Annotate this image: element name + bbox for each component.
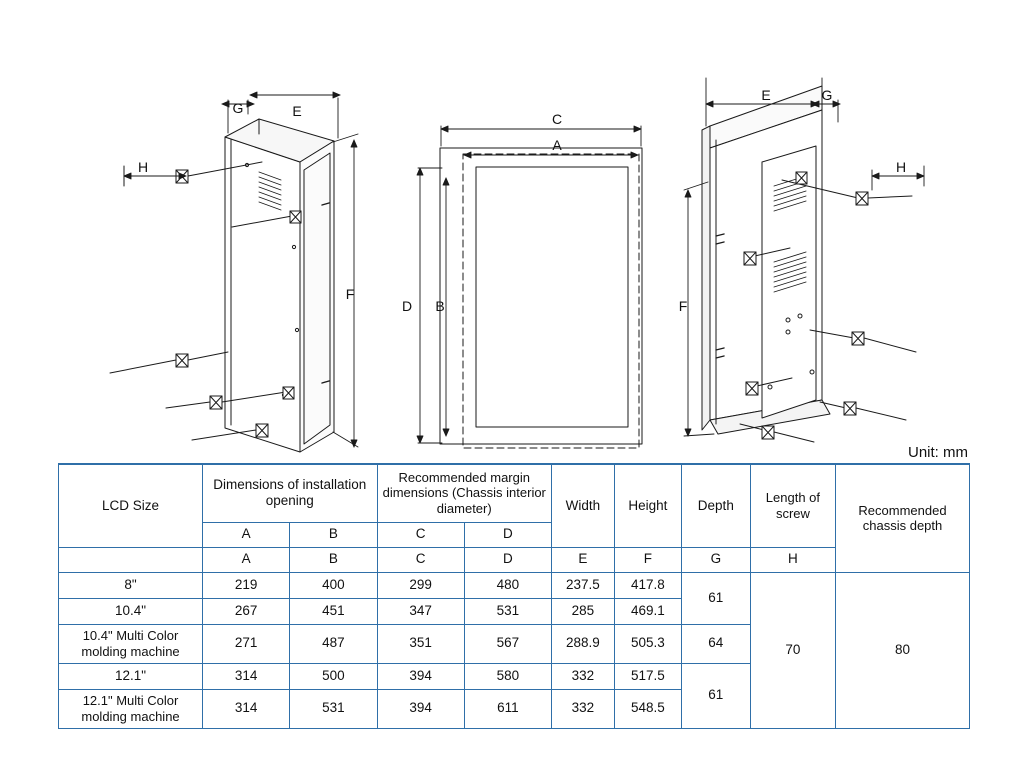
subheader-C: C [377, 522, 464, 547]
subheader-A: A [203, 522, 290, 547]
label-A-center: A [552, 137, 562, 153]
right-view-panel [702, 86, 830, 434]
cell-a: 314 [203, 689, 290, 728]
cell-f: 517.5 [614, 663, 681, 689]
cell-c: 351 [377, 624, 464, 663]
cell-b: 451 [290, 598, 377, 624]
label-F-right: F [678, 298, 688, 314]
subheader-blank [59, 547, 203, 572]
subheader-D: D [464, 522, 551, 547]
label-E-right: E [761, 87, 771, 103]
cell-c: 347 [377, 598, 464, 624]
table-subheader-row-2 [59, 547, 970, 572]
header-depth: Depth [681, 464, 750, 547]
cell-b: 500 [290, 663, 377, 689]
cell-f: 469.1 [614, 598, 681, 624]
table-row [59, 572, 970, 598]
cell-d: 567 [464, 624, 551, 663]
subheader-G: G [681, 547, 750, 572]
cell-c: 299 [377, 572, 464, 598]
header-width: Width [551, 464, 614, 547]
header-recommended-chassis-depth: Recommended chassis depth [836, 464, 970, 572]
header-length-of-screw: Length of screw [750, 464, 835, 547]
left-view-panel [225, 119, 334, 452]
header-lcd-size: LCD Size [59, 464, 203, 547]
header-height: Height [614, 464, 681, 547]
cell-lcd-size: 10.4" Multi Color molding machine [59, 624, 203, 663]
cell-g-group-3: 61 [681, 663, 750, 728]
cell-c: 394 [377, 663, 464, 689]
cell-c: 394 [377, 689, 464, 728]
cell-e: 285 [551, 598, 614, 624]
specification-table [58, 463, 970, 729]
label-G-left: G [232, 100, 244, 116]
cell-d: 580 [464, 663, 551, 689]
cell-g-group-2: 64 [681, 624, 750, 663]
cell-e: 332 [551, 689, 614, 728]
cell-a: 271 [203, 624, 290, 663]
cell-d: 480 [464, 572, 551, 598]
cell-e: 332 [551, 663, 614, 689]
subheader-C2: C [377, 547, 464, 572]
cell-d: 611 [464, 689, 551, 728]
cell-a: 267 [203, 598, 290, 624]
subheader-B2: B [290, 547, 377, 572]
label-H-right: H [895, 159, 907, 175]
label-H-left: H [137, 159, 149, 175]
cell-b: 531 [290, 689, 377, 728]
subheader-H: H [750, 547, 835, 572]
cell-e: 237.5 [551, 572, 614, 598]
label-F-left: F [345, 286, 355, 302]
label-D-center: D [401, 298, 413, 314]
label-G-right: G [821, 87, 833, 103]
header-installation-opening: Dimensions of installation opening [203, 464, 377, 522]
cell-f: 417.8 [614, 572, 681, 598]
cell-lcd-size: 8" [59, 572, 203, 598]
cell-e: 288.9 [551, 624, 614, 663]
cell-lcd-size: 10.4" [59, 598, 203, 624]
center-view-outline [440, 148, 642, 448]
cell-a: 314 [203, 663, 290, 689]
table-header-row [59, 464, 970, 522]
subheader-D2: D [464, 547, 551, 572]
cell-a: 219 [203, 572, 290, 598]
label-C-center: C [551, 111, 563, 127]
unit-note: Unit: mm [908, 444, 968, 461]
cell-lcd-size: 12.1" [59, 663, 203, 689]
label-E-left: E [292, 103, 302, 119]
subheader-E: E [551, 547, 614, 572]
cell-b: 487 [290, 624, 377, 663]
cell-h-all: 70 [750, 572, 835, 728]
subheader-A2: A [203, 547, 290, 572]
cell-d: 531 [464, 598, 551, 624]
subheader-F: F [614, 547, 681, 572]
header-recommended-margin: Recommended margin dimensions (Chassis interior diameter) [377, 464, 551, 522]
cell-f: 505.3 [614, 624, 681, 663]
cell-f: 548.5 [614, 689, 681, 728]
subheader-B: B [290, 522, 377, 547]
cell-lcd-size: 12.1" Multi Color molding machine [59, 689, 203, 728]
cell-b: 400 [290, 572, 377, 598]
cell-chassis-depth-all: 80 [836, 572, 970, 728]
label-B-center: B [435, 298, 445, 314]
cell-g-group-1: 61 [681, 572, 750, 624]
